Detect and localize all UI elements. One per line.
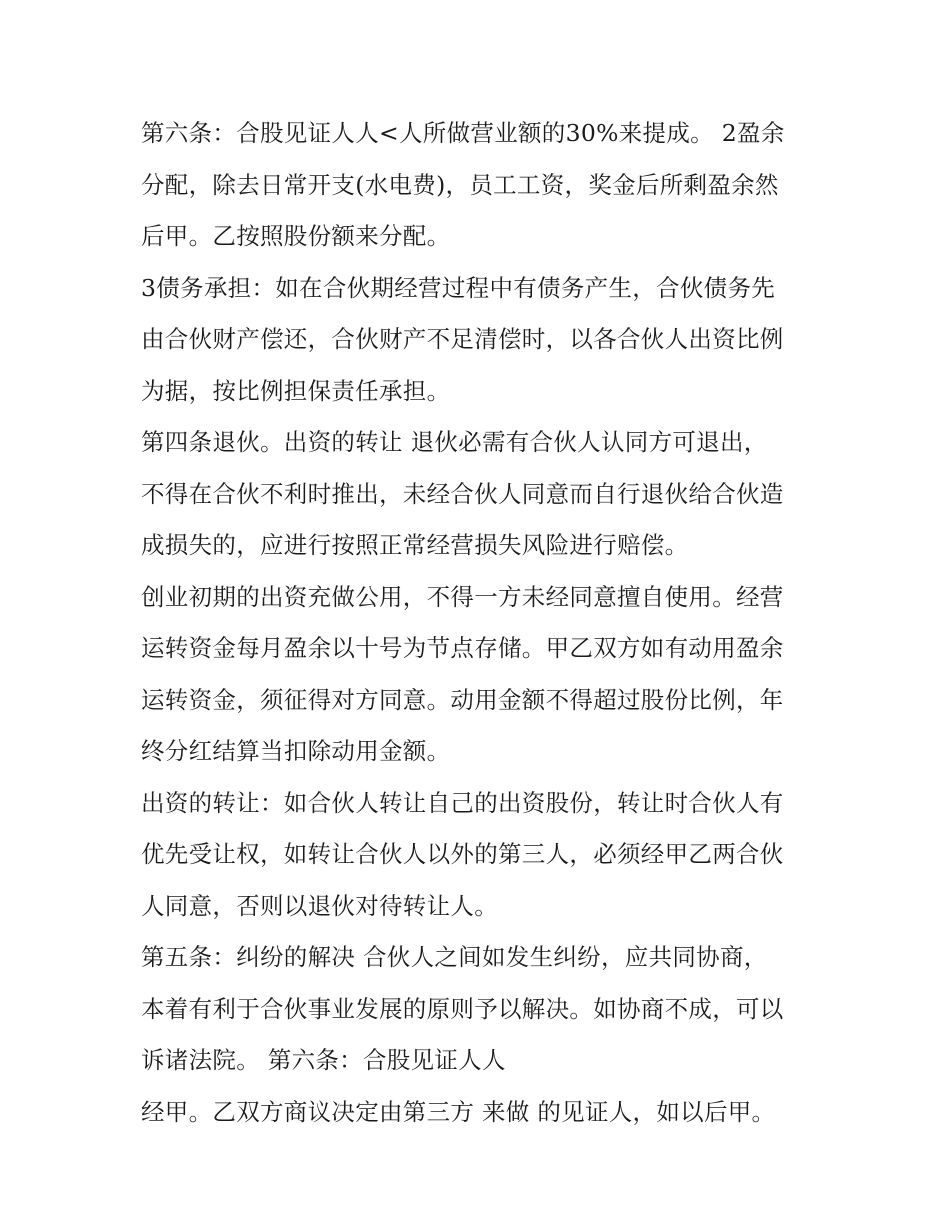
text-line: 运转资金每月盈余以十号为节点存储。甲乙双方如有动用盈余	[141, 634, 784, 662]
text-line: 分配，除去日常开支(水电费)，员工工资，奖金后所剩盈余然	[141, 170, 779, 199]
text-line: 创业初期的出资充做公用，不得一方未经同意擅自使用。经营	[141, 582, 784, 611]
text-line: 后甲。乙按照股份额来分配。	[141, 222, 451, 250]
text-line: 优先受让权，如转让合伙人以外的第三人，必须经甲乙两合伙	[141, 840, 784, 868]
text-line: 成损失的，应进行按照正常经营损失风险进行赔偿。	[141, 531, 689, 559]
text-line: 诉诸法院。 第六条：合股见证人人	[141, 1046, 506, 1074]
text-line: 终分红结算当扣除动用金额。	[141, 737, 451, 765]
text-line: 3债务承担：如在合伙期经营过程中有债务产生，合伙债务先	[141, 273, 776, 302]
text-line: 为据，按比例担保责任承担。	[141, 376, 451, 405]
text-line: 本着有利于合伙事业发展的原则予以解决。如协商不成，可以	[141, 994, 784, 1023]
text-line: 第四条退伙。出资的转让 退伙必需有合伙人认同方可退出，	[141, 428, 768, 456]
document-body	[141, 108, 821, 1138]
text-line: 运转资金，须征得对方同意。动用金额不得超过股份比例，年	[141, 685, 784, 714]
text-line: 由合伙财产偿还，合伙财产不足清偿时，以各合伙人出资比例	[141, 325, 784, 353]
text-line: 第六条：合股见证人人<人所做营业额的30%来提成。 2盈余	[141, 119, 785, 147]
text-line: 不得在合伙不利时推出，未经合伙人同意而自行退伙给合伙造	[141, 479, 784, 508]
text-line: 第五条：纠纷的解决 合伙人之间如发生纠纷，应共同协商，	[141, 943, 768, 971]
text-line: 经甲。乙双方商议决定由第三方 来做 的见证人，如以后甲。	[141, 1097, 776, 1126]
text-line: 人同意，否则以退伙对待转让人。	[141, 891, 498, 920]
text-line: 出资的转让：如合伙人转让自己的出资股份，转让时合伙人有	[141, 788, 784, 817]
